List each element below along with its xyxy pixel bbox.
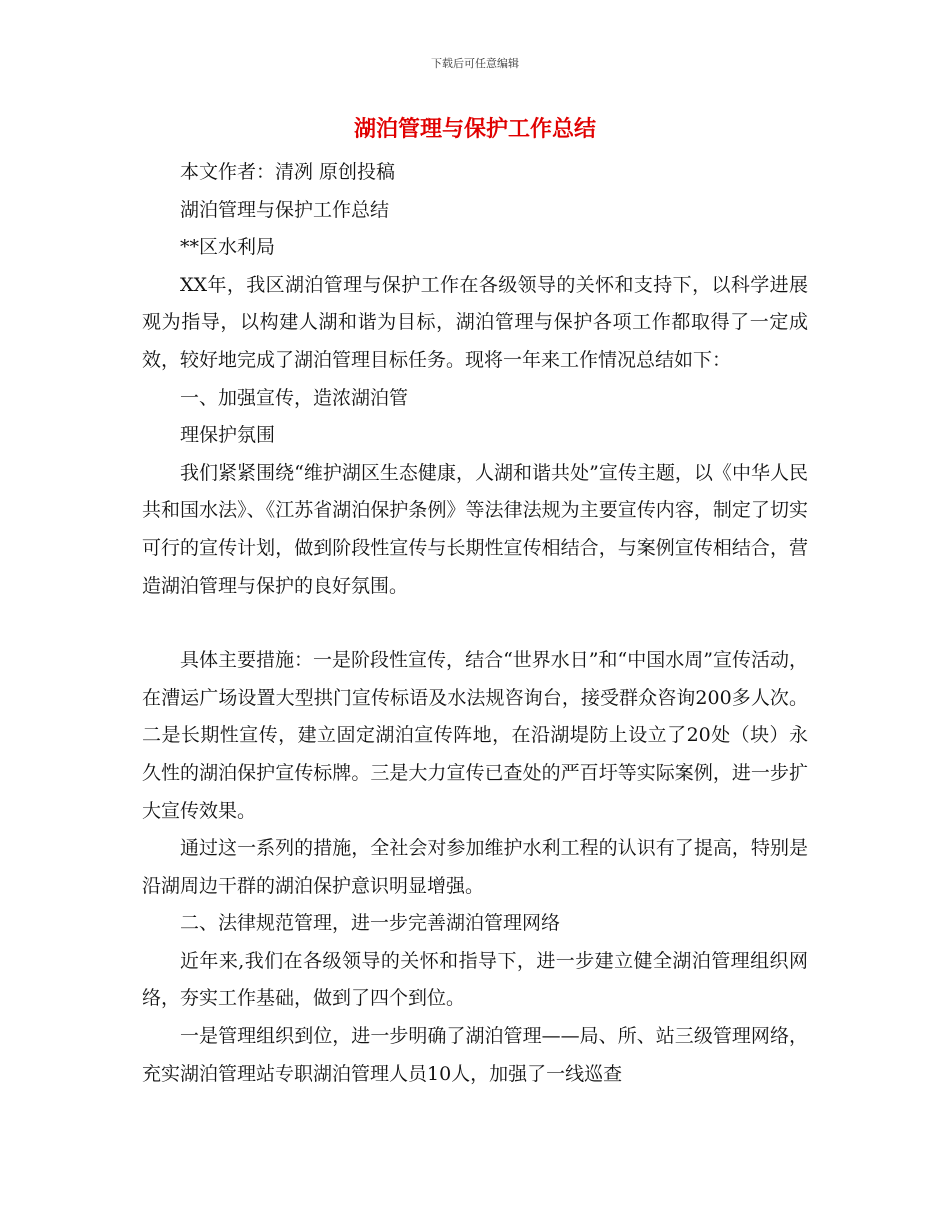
section-heading-2: 二、法律规范管理，进一步完善湖泊管理网络 bbox=[180, 912, 561, 935]
organization-line: **区水利局 bbox=[180, 236, 276, 259]
author-line: 本文作者：清冽 原创投稿 bbox=[180, 161, 396, 183]
section-heading-1-cont: 理保护氛围 bbox=[180, 424, 276, 447]
paragraph-measures: 具体主要措施：一是阶段性宣传，结合“世界水日”和“中国水周”宣传活动，在漕运广场设置大型拱门宣传标语及水法规咨询台，接受群众咨询200多人次。二是长期性宣传，建立固定湖泊宣传阵地，在沿湖堤防上设立了20处（块）永久性的湖泊保护宣传标牌。三是大力宣传已查处的严百圩等实际案例，进一步扩大宣传效果。 bbox=[142, 649, 808, 822]
paragraph-organization: 一是管理组织到位，进一步明确了湖泊管理——局、所、站三级管理网络，充实湖泊管理站专职湖泊管理人员10人，加强了一线巡查 bbox=[142, 1025, 808, 1085]
document-body bbox=[142, 154, 808, 1093]
document-title: 湖泊管理与保护工作总结 bbox=[353, 117, 596, 142]
paragraph-publicity: 我们紧紧围绕“维护湖区生态健康，人湖和谐共处”宣传主题，以《中华人民共和国水法》、《江苏省湖泊保护条例》等法律法规为主要宣传内容，制定了切实可行的宣传计划，做到阶段性宣传与长期性宣传相结合，与案例宣传相结合，营造湖泊管理与保护的良好氛围。 bbox=[142, 461, 808, 597]
paragraph-results: 通过这一系列的措施，全社会对参加维护水利工程的认识有了提高，特别是沿湖周边干群的湖泊保护意识明显增强。 bbox=[142, 837, 808, 897]
header-note: 下载后可任意编辑 bbox=[431, 57, 519, 70]
paragraph-network: 近年来,我们在各级领导的关怀和指导下，进一步建立健全湖泊管理组织网络，夯实工作基础，做到了四个到位。 bbox=[142, 949, 808, 1010]
subtitle-line: 湖泊管理与保护工作总结 bbox=[180, 198, 390, 221]
intro-paragraph: XX年，我区湖泊管理与保护工作在各级领导的关怀和支持下，以科学进展观为指导，以构建人湖和谐为目标，湖泊管理与保护各项工作都取得了一定成效，较好地完成了湖泊管理目标任务。现将一年来工作情况总结如下： bbox=[142, 273, 808, 371]
section-heading-1: 一、加强宣传，造浓湖泊管 bbox=[180, 386, 409, 409]
